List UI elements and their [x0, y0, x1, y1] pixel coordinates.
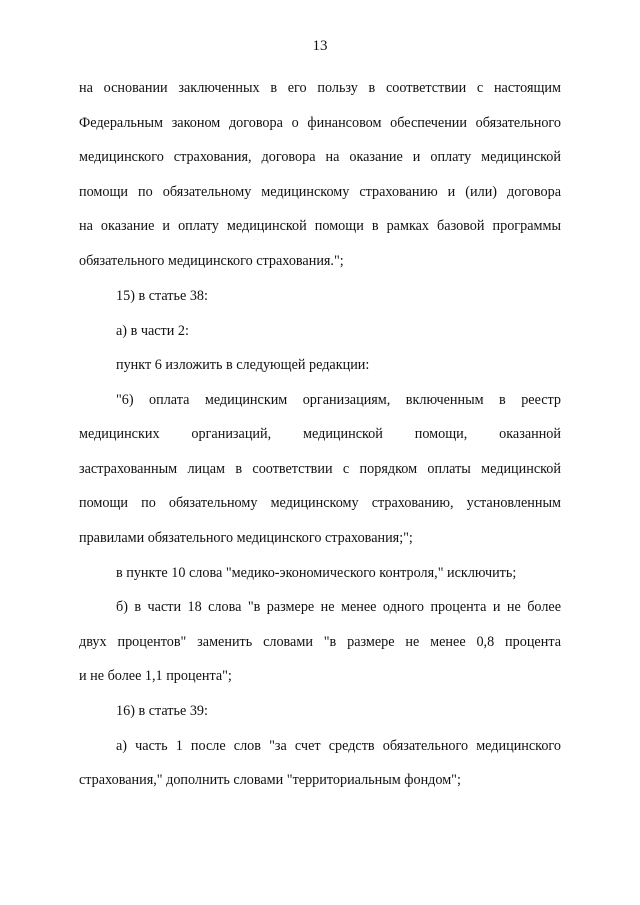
text-line: медицинских организаций, медицинской помощи, оказанной	[79, 426, 561, 442]
text-line: помощи по обязательному медицинскому страхованию, установленным	[79, 495, 561, 511]
text-line: 15) в статье 38:	[116, 288, 208, 304]
page-number: 13	[312, 38, 328, 54]
text-line: на оказание и оплату медицинской помощи в рамках базовой программы	[79, 218, 561, 234]
text-line: помощи по обязательному медицинскому страхованию и (или) договора	[79, 184, 561, 200]
text-line: пункт 6 изложить в следующей редакции:	[116, 357, 370, 373]
text-line: страхования," дополнить словами "территориальным фондом";	[79, 772, 461, 788]
text-line: б) в части 18 слова "в размере не менее одного процента и не более	[116, 599, 561, 615]
text-line: а) в части 2:	[116, 323, 189, 339]
text-line: Федеральным законом договора о финансовом обеспечении обязательного	[79, 115, 561, 131]
text-line: а) часть 1 после слов "за счет средств обязательного медицинского	[116, 738, 561, 754]
text-line: обязательного медицинского страхования.";	[79, 253, 344, 269]
text-line: медицинского страхования, договора на оказание и оплату медицинской	[79, 149, 561, 165]
text-line: "6) оплата медицинским организациям, включенным в реестр	[116, 392, 561, 408]
text-line: на основании заключенных в его пользу в соответствии с настоящим	[79, 80, 561, 96]
text-line: застрахованным лицам в соответствии с порядком оплаты медицинской	[79, 461, 561, 477]
text-line: и не более 1,1 процента";	[79, 668, 232, 684]
text-line: двух процентов" заменить словами "в размере не менее 0,8 процента	[79, 634, 561, 650]
text-line: правилами обязательного медицинского страхования;";	[79, 530, 413, 546]
text-line: в пункте 10 слова "медико-экономического контроля," исключить;	[116, 565, 517, 581]
text-line: 16) в статье 39:	[116, 703, 208, 719]
